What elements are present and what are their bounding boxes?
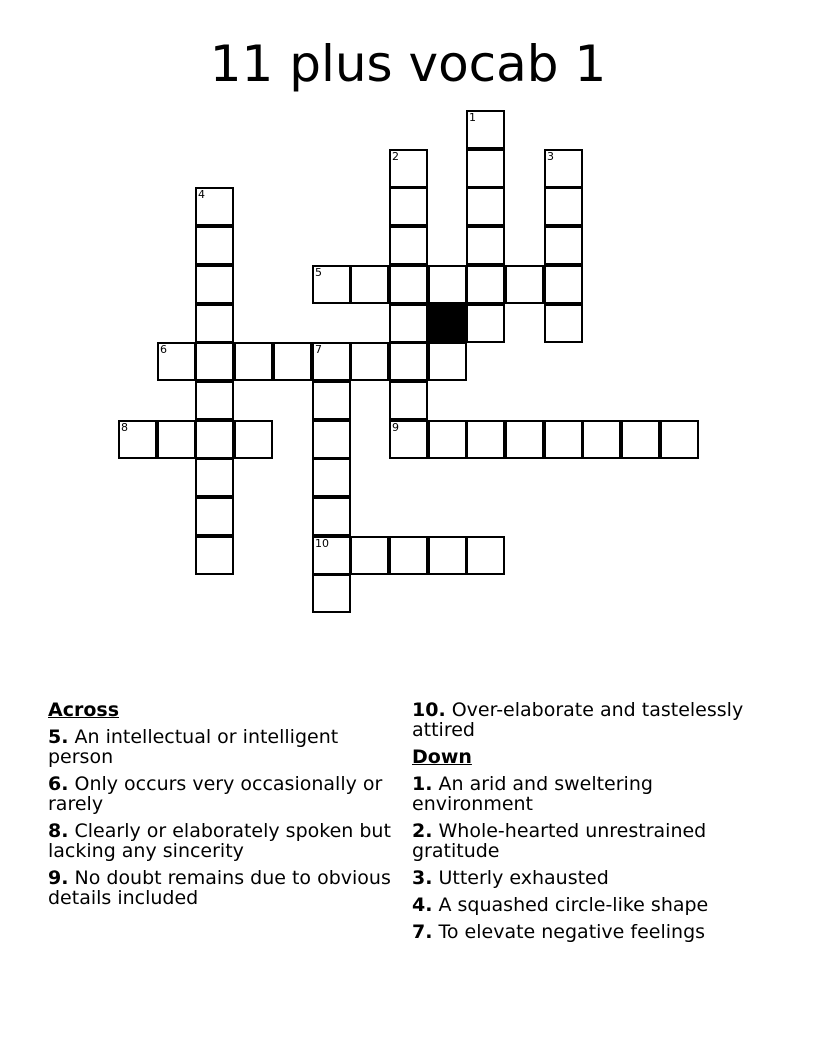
grid-cell[interactable] [466,420,505,459]
grid-cell[interactable] [195,342,234,381]
clues-column-left [48,700,398,915]
grid-cell[interactable] [466,226,505,265]
grid-cell[interactable] [195,536,234,575]
grid-cell[interactable] [582,420,621,459]
grid-cell[interactable] [389,149,428,188]
clue-number: 4. [412,894,433,916]
grid-cell[interactable] [389,226,428,265]
clue-number-label: 4 [198,188,205,201]
clue-across-5 [48,727,398,767]
clue-across-8 [48,821,398,861]
grid-cell[interactable] [466,265,505,304]
clue-number-label: 7 [315,343,322,356]
grid-cell[interactable] [350,265,389,304]
clue-down-4 [412,895,772,915]
clue-text: No doubt remains due to obvious details included [48,867,391,909]
grid-cell[interactable] [195,304,234,343]
grid-cell[interactable] [466,187,505,226]
grid-cell[interactable] [195,187,234,226]
clue-down-3 [412,868,772,888]
clue-text: Utterly exhausted [438,867,609,889]
clue-number: 8. [48,820,69,842]
grid-cell[interactable] [312,458,351,497]
clue-text: Only occurs very occasionally or rarely [48,773,383,815]
clue-number: 5. [48,726,69,748]
clue-number-label: 8 [121,421,128,434]
clue-number: 2. [412,820,433,842]
grid-cell[interactable] [621,420,660,459]
grid-cell[interactable] [312,420,351,459]
grid-cell[interactable] [660,420,699,459]
grid-cell[interactable] [118,420,157,459]
grid-cell[interactable] [234,420,273,459]
black-cell [428,304,467,343]
clue-number-label: 5 [315,266,322,279]
clue-across-10 [412,700,772,740]
clue-text: An intellectual or intelligent person [48,726,339,768]
grid-cell[interactable] [544,265,583,304]
clue-number-label: 6 [160,343,167,356]
grid-cell[interactable] [312,574,351,613]
clue-number: 10. [412,699,446,721]
grid-cell[interactable] [195,458,234,497]
clue-number: 7. [412,921,433,943]
grid-cell[interactable] [350,536,389,575]
grid-cell[interactable] [312,342,351,381]
clues-column-right [412,700,772,949]
grid-cell[interactable] [157,420,196,459]
clue-number-label: 3 [547,150,554,163]
grid-cell[interactable] [544,226,583,265]
grid-cell[interactable] [466,536,505,575]
clue-number: 6. [48,773,69,795]
clue-number-label: 2 [392,150,399,163]
grid-cell[interactable] [389,420,428,459]
clue-down-1 [412,774,772,814]
grid-cell[interactable] [428,420,467,459]
grid-cell[interactable] [389,187,428,226]
clue-text: Whole-hearted unrestrained gratitude [412,820,707,862]
clue-text: Clearly or elaborately spoken but lacking any sincerity [48,820,391,862]
clue-number: 3. [412,867,433,889]
grid-cell[interactable] [195,226,234,265]
clue-text: Over-elaborate and tastelessly attired [412,699,744,741]
grid-cell[interactable] [350,342,389,381]
grid-cell[interactable] [312,536,351,575]
grid-cell[interactable] [234,342,273,381]
clue-down-7 [412,922,772,942]
grid-cell[interactable] [428,342,467,381]
grid-cell[interactable] [544,187,583,226]
grid-cell[interactable] [466,304,505,343]
grid-cell[interactable] [389,342,428,381]
clue-number-label: 10 [315,537,329,550]
grid-cell[interactable] [312,265,351,304]
grid-cell[interactable] [273,342,312,381]
clue-text: An arid and sweltering environment [412,773,653,815]
clue-down-2 [412,821,772,861]
grid-cell[interactable] [195,420,234,459]
grid-cell[interactable] [428,536,467,575]
grid-cell[interactable] [466,149,505,188]
clue-text: A squashed circle-like shape [438,894,709,916]
grid-cell[interactable] [544,304,583,343]
grid-cell[interactable] [195,381,234,420]
grid-cell[interactable] [428,265,467,304]
clue-across-6 [48,774,398,814]
grid-cell[interactable] [389,265,428,304]
clue-number-label: 9 [392,421,399,434]
clue-across-9 [48,868,398,908]
puzzle-title: 11 plus vocab 1 [209,35,607,93]
clue-number: 1. [412,773,433,795]
clue-number: 9. [48,867,69,889]
clue-number-label: 1 [469,111,476,124]
grid-cell[interactable] [389,536,428,575]
grid-cell[interactable] [195,265,234,304]
clue-text: To elevate negative feelings [438,921,706,943]
grid-cell[interactable] [544,149,583,188]
grid-cell[interactable] [312,381,351,420]
grid-cell[interactable] [466,110,505,149]
grid-cell[interactable] [157,342,196,381]
grid-cell[interactable] [195,497,234,536]
grid-cell[interactable] [505,420,544,459]
grid-cell[interactable] [389,381,428,420]
down-heading: Down [412,746,472,768]
grid-cell[interactable] [544,420,583,459]
grid-cell[interactable] [505,265,544,304]
grid-cell[interactable] [312,497,351,536]
grid-cell[interactable] [389,304,428,343]
across-heading: Across [48,699,120,721]
